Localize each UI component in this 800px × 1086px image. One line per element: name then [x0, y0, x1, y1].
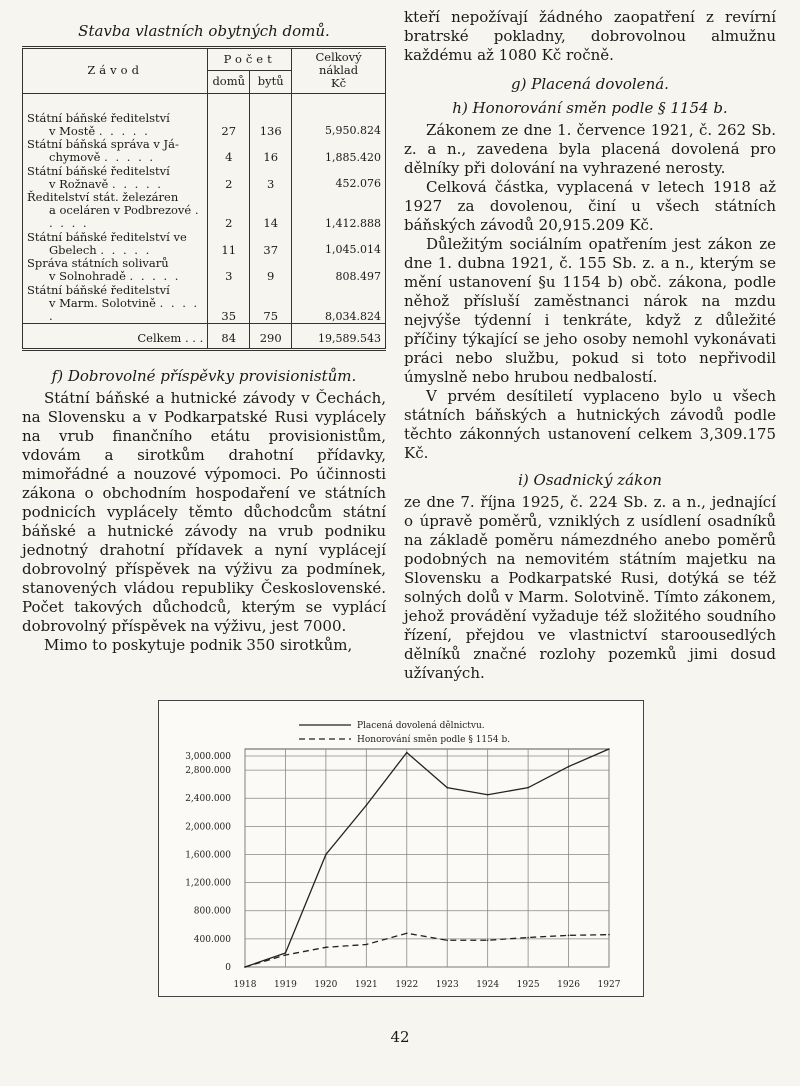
row-naklad: 1,045.014 [292, 231, 386, 257]
right-column [404, 8, 776, 683]
paragraph-f1: Státní báňské a hutnické závody v Čechách, na Slovensku a v Podkarpatské Rusi vyplácely na vrub finančního etátu provisionistům, vdovám a sirotkům drahotní přídavky, mimořádné a nouzové výpomoci. Po účinnosti zákona o obchodním hospodaření ve státních podnicích vyplácely těmto důchodcům státní báňské a hutnické závody na vrub podniku jednotný drahotní přídavek a nyní vyplácejí dobrovolný příspěvek na výživu za podmínek, stanovených vládou republiky Československé. Počet takových důchodců, kterým se vyplácí dobrovolný příspěvek na výživu, jest 7000. [22, 389, 386, 636]
legend-label: Placená dovolená dělnictvu. [357, 721, 485, 731]
row-name-line2: Gbelech . . . . . [23, 244, 208, 257]
dot-leader: . . . . . [100, 242, 152, 257]
row-name-line1: Ředitelství stát. železáren [23, 191, 208, 204]
data-point [487, 794, 489, 796]
x-tick-label: 1918 [233, 980, 257, 990]
x-tick-label: 1922 [395, 980, 419, 990]
row-bytu: 14 [250, 191, 292, 231]
row-bytu: 136 [250, 112, 292, 138]
data-point [285, 954, 287, 956]
paragraph-h2: Celková částka, vyplacená v letech 1918 až 1927 za dovolenou, činí u všech státních báňských závodů 20,915.209 Kč. [404, 178, 776, 234]
heading-g: g) Placená dovolená. [511, 75, 669, 93]
row-naklad: 1,412.888 [292, 191, 386, 231]
col-header-naklad-1: Celkový [315, 50, 362, 64]
data-point [406, 752, 408, 754]
data-point [285, 952, 287, 954]
row-naklad: 452.076 [292, 165, 386, 191]
y-tick-label: 400.000 [193, 934, 231, 945]
data-point [244, 966, 246, 968]
row-domu: 27 [208, 112, 250, 138]
dot-leader: . . . . . [98, 123, 150, 138]
y-tick-label: 1,200.000 [185, 878, 231, 889]
y-tick-label: 0 [225, 963, 231, 973]
row-bytu: 37 [250, 231, 292, 257]
dot-leader: . . . . . [112, 176, 163, 191]
row-naklad: 5,950.824 [292, 112, 386, 138]
heading-f: f) Dobrovolné příspěvky provisionistům. [51, 367, 357, 386]
data-point [446, 939, 448, 941]
dot-leader: . . . . . [49, 203, 201, 231]
row-naklad: 1,885.420 [292, 138, 386, 164]
x-tick-label: 1925 [516, 980, 540, 990]
series-line-dovolena [245, 749, 609, 967]
paragraph-h3: Důležitým sociálním opatřením jest zákon ze dne 1. dubna 1921, č. 155 Sb. z. a n., kterým se mění ustanovení §u 1154 b) obč. zákona, podle něhož přísluší zaměstnanci nárok na mzdu nejvýše týdenní i tenkráte, když z důležité příčiny týkající se jeho osoby nemohl vykonávati práci nebo službu, pokud si toto nepřivodil úmyslně nebo hrubou nedbalostí. [404, 235, 776, 386]
row-name-line2: a oceláren v Podbrezové . . . . . [23, 204, 208, 230]
x-tick-label: 1926 [557, 980, 581, 990]
row-bytu: 3 [250, 165, 292, 191]
heading-i: i) Osadnický zákon [518, 471, 662, 489]
y-tick-label: 800.000 [193, 906, 231, 917]
table-title: Stavba vlastních obytných domů. [78, 22, 330, 40]
paragraph-h4: V prvém desítiletí vyplaceno bylo u všech státních báňských a hutnických závodů podle těchto zákonných ustanovení celkem 3,309.175 Kč. [404, 387, 776, 462]
heading-h: h) Honorování směn podle § 1154 b. [452, 99, 728, 117]
chart-svg [159, 701, 643, 996]
data-point [446, 787, 448, 789]
line-chart [158, 700, 644, 997]
y-tick-label: 2,800.000 [185, 766, 231, 777]
col-header-bytu: bytů [250, 71, 292, 93]
y-tick-label: 2,000.000 [185, 822, 231, 833]
row-bytu: 9 [250, 257, 292, 283]
row-name-line2: v Rožnavě . . . . . [23, 178, 208, 191]
paragraph-f2: Mimo to poskytuje podnik 350 sirotkům, [44, 636, 353, 655]
row-domu: 3 [208, 257, 250, 283]
data-point [568, 766, 570, 768]
x-tick-label: 1921 [354, 980, 378, 990]
row-name-line1: Státní báňské ředitelství [23, 165, 208, 178]
dot-leader: . . . . . [49, 295, 200, 323]
x-tick-label: 1923 [435, 980, 459, 990]
y-tick-label: 1,600.000 [185, 850, 231, 861]
row-name-line2: v Solnohradě . . . . . [23, 270, 208, 283]
housing-table [22, 46, 386, 351]
row-domu: 4 [208, 138, 250, 164]
x-tick-label: 1920 [314, 980, 338, 990]
data-point [608, 748, 610, 750]
col-header-zavod: Závod [23, 48, 208, 94]
col-header-domu: domů [208, 71, 250, 93]
row-naklad: 8,034.824 [292, 284, 386, 324]
total-naklad: 19,589.543 [292, 324, 386, 350]
x-tick-label: 1919 [273, 980, 297, 990]
data-point [608, 934, 610, 936]
data-point [527, 787, 529, 789]
row-naklad: 808.497 [292, 257, 386, 283]
data-point [366, 804, 368, 806]
row-name-line1: Státní báňské ředitelství [23, 284, 208, 297]
page-number: 42 [390, 1028, 410, 1046]
data-point [325, 854, 327, 856]
x-tick-label: 1927 [597, 980, 621, 990]
row-name-line1: Správa státních solivarů [23, 257, 208, 270]
table-total-row [23, 324, 386, 350]
row-name-line1: Státní báňská správa v Já- [23, 138, 208, 151]
total-domu: 84 [208, 324, 250, 350]
plot-frame [245, 749, 609, 967]
total-bytu: 290 [250, 324, 292, 350]
row-domu: 35 [208, 284, 250, 324]
left-column [22, 14, 386, 655]
row-domu: 2 [208, 191, 250, 231]
data-point [487, 939, 489, 941]
x-tick-label: 1924 [476, 980, 500, 990]
y-tick-label: 3,000.000 [185, 752, 231, 763]
row-name-line2: v Mostě . . . . . [23, 125, 208, 138]
row-domu: 2 [208, 165, 250, 191]
row-name-line1: Státní báňské ředitelství [23, 112, 208, 125]
dot-leader: . . . . . [129, 269, 181, 284]
data-point [527, 937, 529, 939]
data-point [406, 932, 408, 934]
total-label: Celkem . . . [23, 324, 208, 350]
row-bytu: 16 [250, 138, 292, 164]
col-header-naklad-2: náklad [319, 63, 359, 78]
col-header-naklad-3: Kč [331, 76, 347, 91]
y-tick-label: 2,400.000 [185, 794, 231, 805]
series-line-honorovani [245, 933, 609, 967]
paragraph-i: ze dne 7. října 1925, č. 224 Sb. z. a n., jednající o úpravě poměrů, vzniklých z usídlení osadníků na základě poměru námezdného anebo poměrů podobných na nemovitém státním majetku na Slovensku a Podkarpatské Rusi, dotýká se též solných dolů v Marm. Solotvině. Tímto zákonem, jehož provádění vyžaduje též složitého soudního řízení, přejdou ve vlastnictví staroousedlých dělníků značné rozlohy pozemků jimi dosud užívaných. [404, 493, 776, 682]
row-name-line1: Státní báňské ředitelství ve [23, 231, 208, 244]
data-point [325, 947, 327, 949]
col-header-pocet: Počet [208, 48, 292, 71]
legend-label: Honorování směn podle § 1154 b. [357, 735, 511, 745]
col-header-naklad [292, 48, 386, 94]
row-name-line2: v Marm. Solotvině . . . . . [23, 297, 208, 324]
data-point [366, 944, 368, 946]
dot-leader: . . . . . [104, 150, 156, 165]
data-point [568, 935, 570, 937]
paragraph-h1: Zákonem ze dne 1. července 1921, č. 262 Sb. z. a n., zavedena byla placená dovolená pro dělníky při dolování na vyhrazené nerosty. [404, 121, 776, 177]
paragraph-continued: kteří nepožívají žádného zaopatření z revírní bratrské pokladny, dobrovolnou almužnu každému až 1080 Kč ročně. [404, 8, 776, 64]
row-name-line2: chymově . . . . . [23, 151, 208, 164]
row-domu: 11 [208, 231, 250, 257]
row-bytu: 75 [250, 284, 292, 324]
